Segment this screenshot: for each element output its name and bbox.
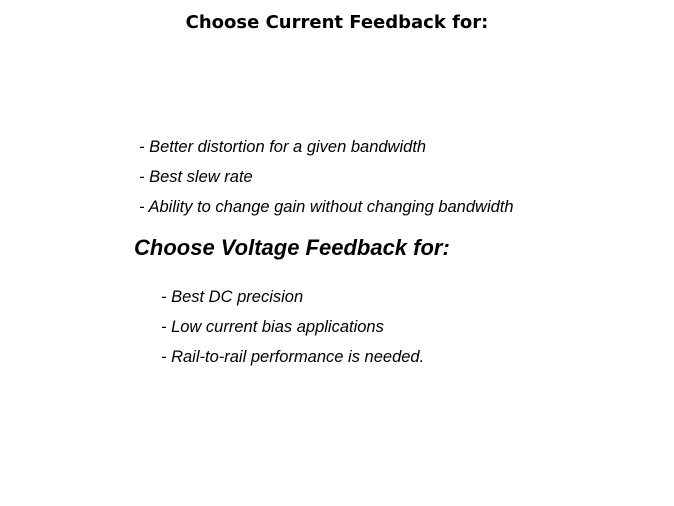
list-item: - Best slew rate	[139, 168, 253, 186]
current-feedback-list	[139, 136, 514, 226]
list-item: - Better distortion for a given bandwidth	[139, 138, 427, 156]
list-item: - Best DC precision	[161, 288, 304, 306]
slide-title: Choose Current Feedback for:	[185, 12, 489, 33]
list-item: - Rail-to-rail performance is needed.	[161, 348, 425, 366]
voltage-feedback-heading: Choose Voltage Feedback for:	[134, 235, 450, 260]
list-item: - Low current bias applications	[161, 318, 384, 336]
list-item: - Ability to change gain without changing bandwidth	[139, 198, 514, 216]
voltage-feedback-list	[161, 286, 424, 376]
